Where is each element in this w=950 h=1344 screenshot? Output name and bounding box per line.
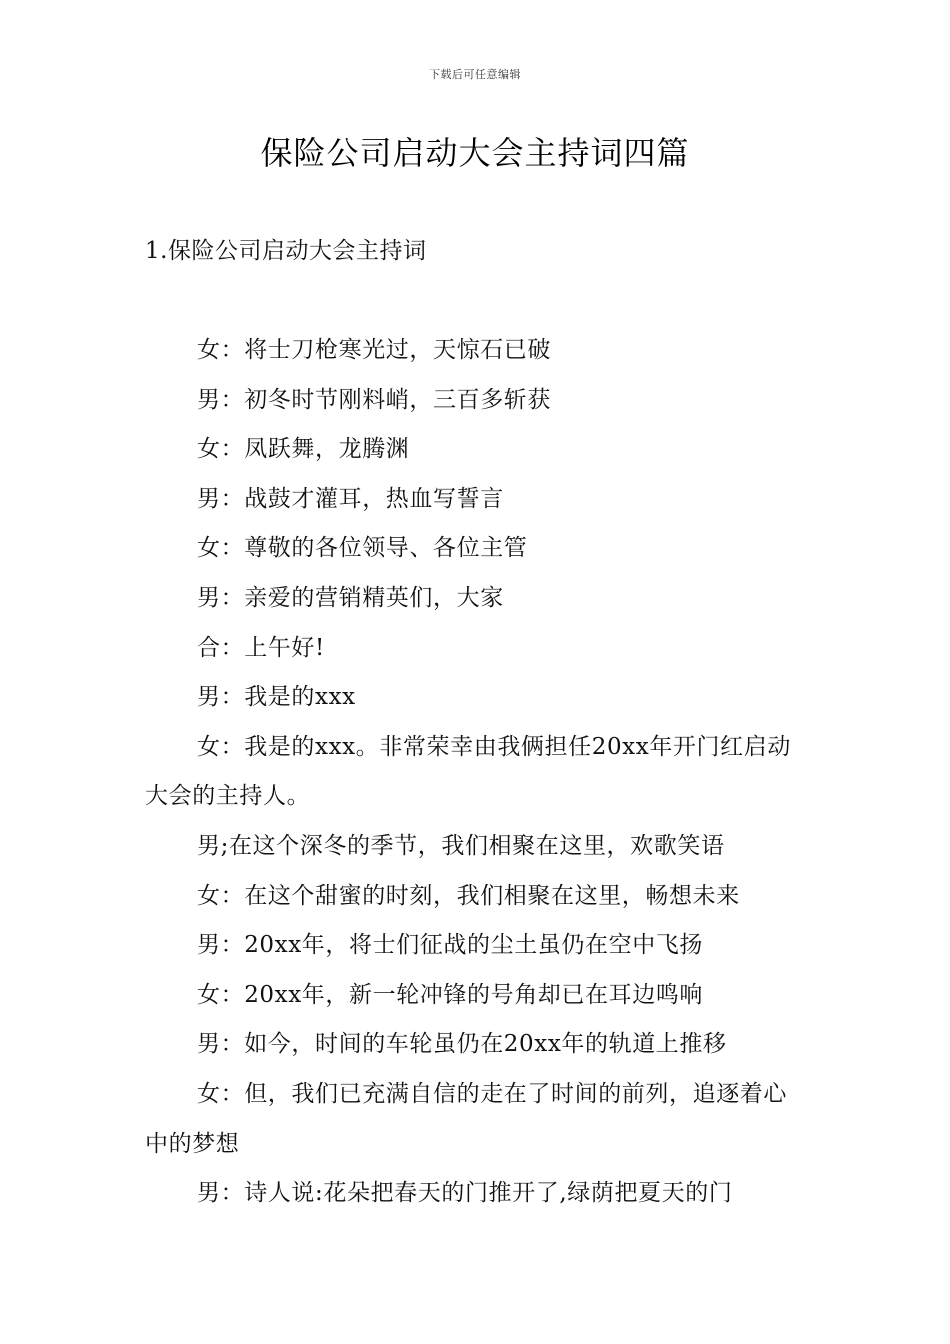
header-note: 下载后可任意编辑 bbox=[429, 68, 521, 81]
dialogue-line: 男：如今，时间的车轮虽仍在20xx年的轨道上推移 bbox=[197, 1031, 727, 1058]
dialogue-line: 女：我是的xxx。非常荣幸由我俩担任20xx年开门红启动大会的主持人。 bbox=[145, 733, 791, 810]
section-heading: 1.保险公司启动大会主持词 bbox=[145, 238, 427, 264]
dialogue-body bbox=[145, 326, 810, 1219]
dialogue-line: 男：我是的xxx bbox=[197, 684, 356, 711]
dialogue-line: 女：凤跃舞，龙腾渊 bbox=[197, 436, 410, 463]
dialogue-line: 男：20xx年，将士们征战的尘土虽仍在空中飞扬 bbox=[197, 932, 704, 959]
dialogue-line: 男;在这个深冬的季节，我们相聚在这里，欢歌笑语 bbox=[197, 832, 725, 859]
dialogue-line: 女：20xx年，新一轮冲锋的号角却已在耳边鸣响 bbox=[197, 981, 704, 1008]
dialogue-line: 男：亲爱的营销精英们，大家 bbox=[197, 584, 504, 611]
dialogue-line: 女：但，我们已充满自信的走在了时间的前列，追逐着心中的梦想 bbox=[145, 1080, 787, 1157]
dialogue-line: 女：在这个甜蜜的时刻，我们相聚在这里，畅想未来 bbox=[197, 882, 740, 909]
dialogue-line: 女：尊敬的各位领导、各位主管 bbox=[197, 535, 528, 562]
dialogue-line: 女：将士刀枪寒光过，天惊石已破 bbox=[197, 337, 551, 363]
dialogue-line: 男：初冬时节刚料峭，三百多斩获 bbox=[197, 386, 551, 413]
dialogue-line: 男：诗人说:花朵把春天的门推开了,绿荫把夏天的门 bbox=[197, 1180, 733, 1207]
dialogue-line: 合：上午好! bbox=[197, 634, 325, 661]
document-title: 保险公司启动大会主持词四篇 bbox=[260, 134, 690, 172]
dialogue-line: 男：战鼓才灌耳，热血写誓言 bbox=[197, 485, 504, 512]
